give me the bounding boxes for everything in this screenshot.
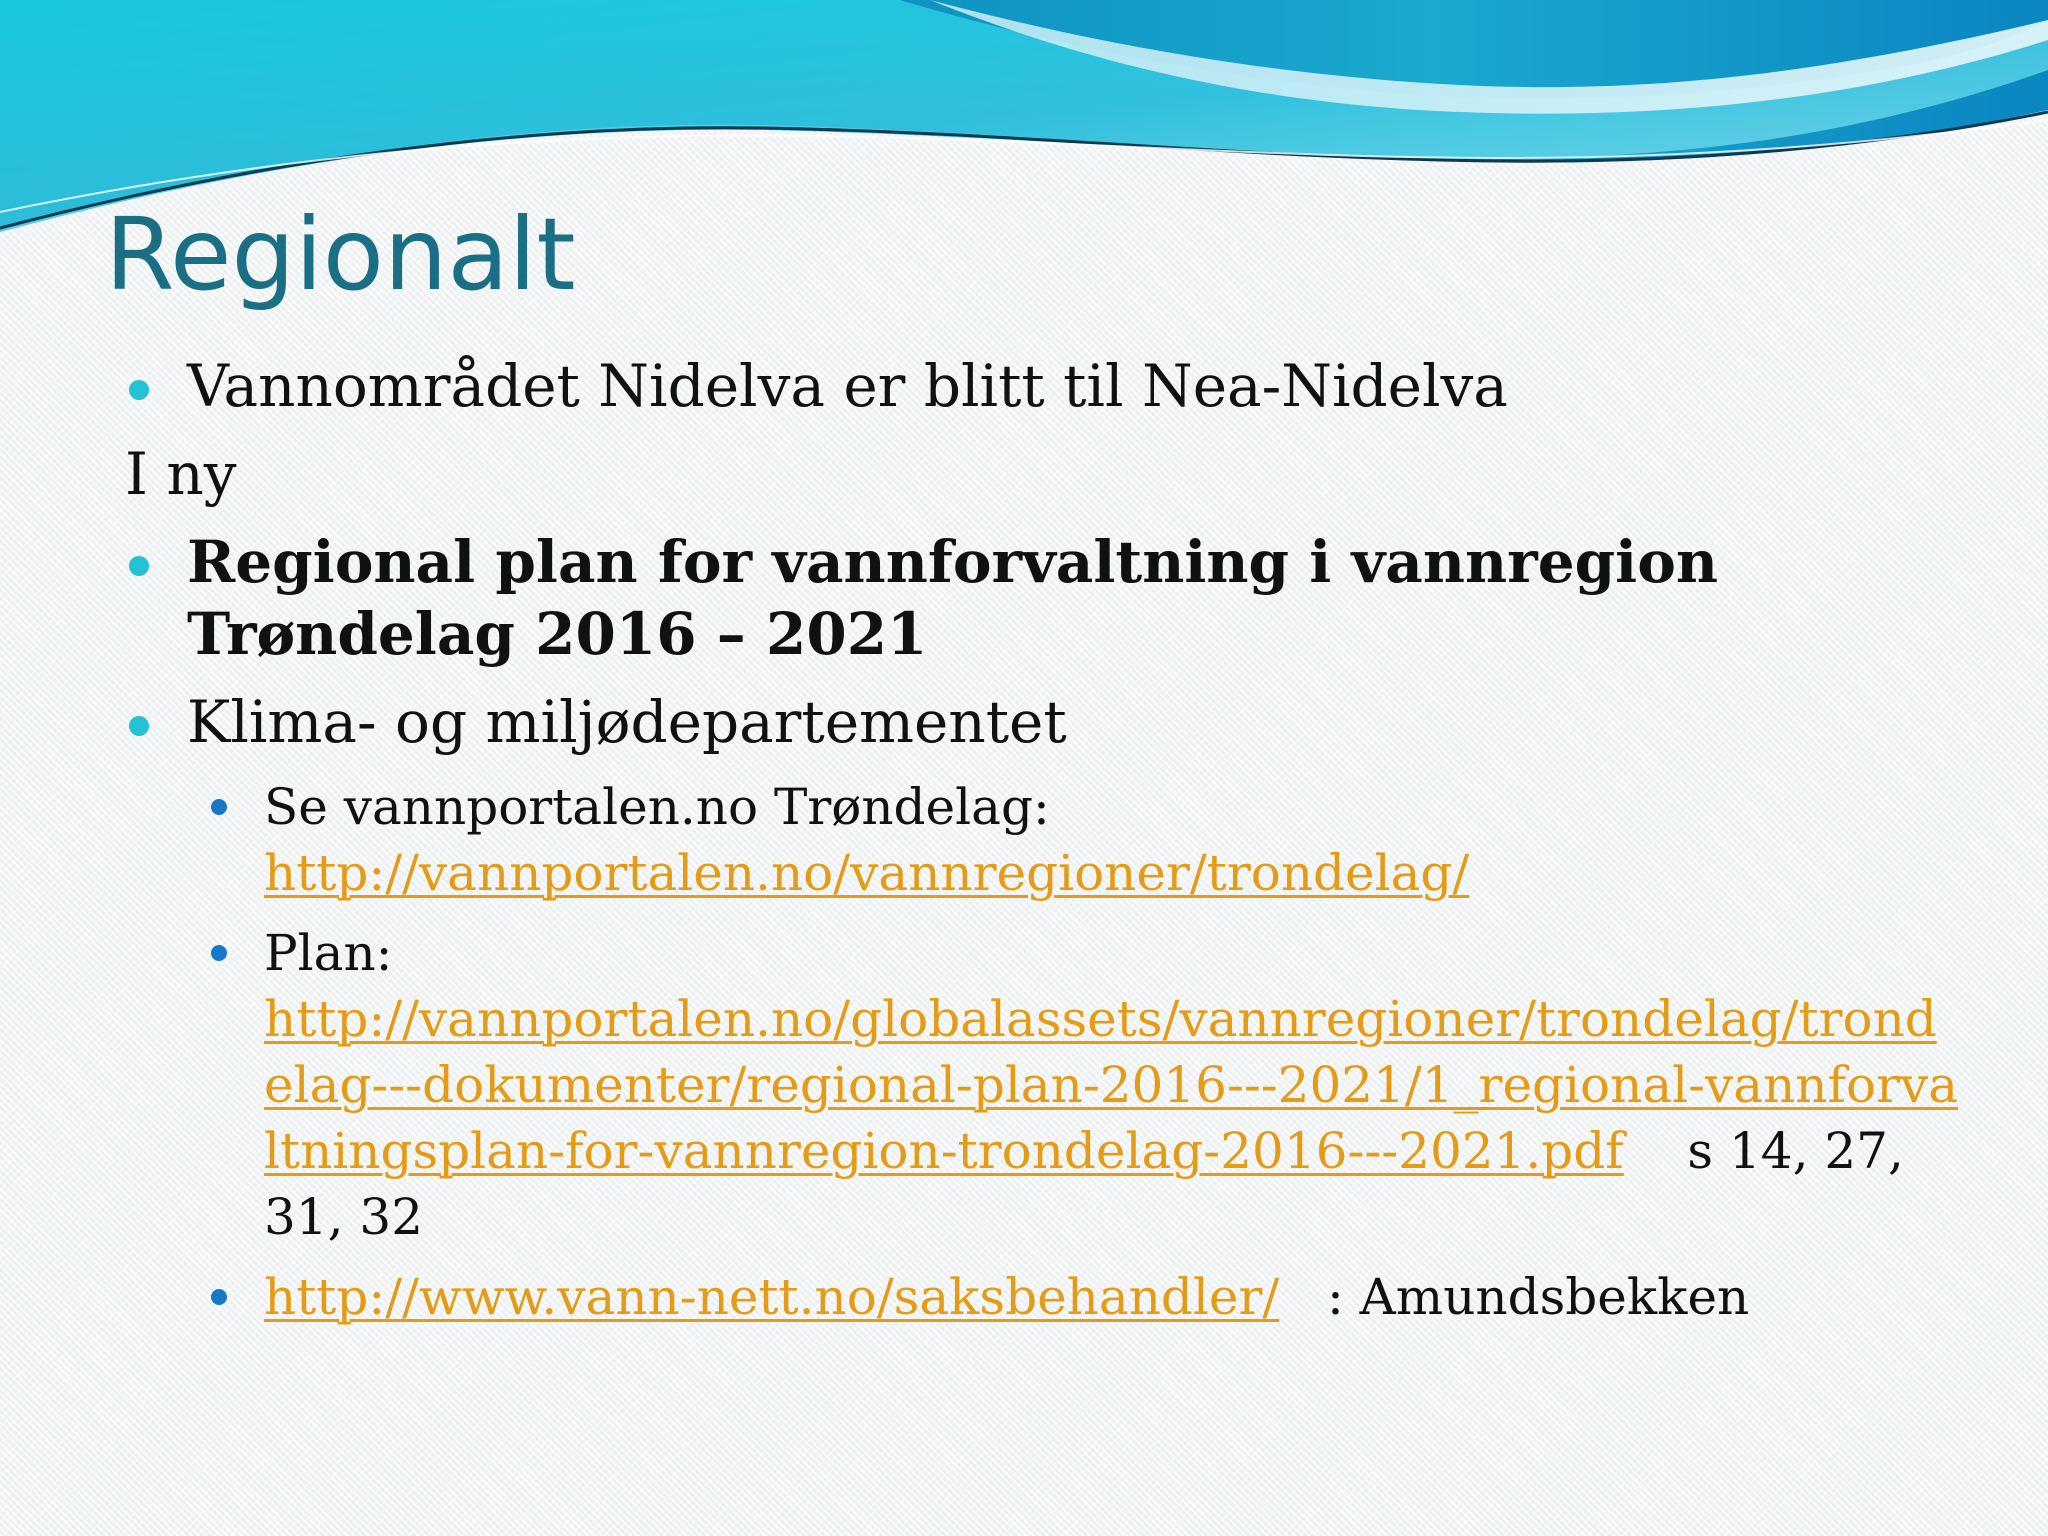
bullet-text: Klima- og miljødepartementet <box>187 688 1067 756</box>
bullet-item-klima <box>125 686 1965 758</box>
subbullet-item-vannportalen <box>207 774 1965 906</box>
bullet-dot-icon <box>129 556 149 576</box>
subbullet-dot-icon <box>211 1289 227 1305</box>
amundsbekken-note-text: : Amundsbekken <box>1326 1268 1750 1326</box>
plain-line-i-ny: I ny <box>125 440 237 508</box>
bullet-item-regional-plan <box>125 526 1965 670</box>
subbullet-prefix: Se vannportalen.no Trøndelag: <box>264 778 1050 836</box>
slide-title: Regionalt <box>105 196 576 313</box>
bullet-text: Regional plan for vannforvaltning i vannregion Trøndelag 2016 – 2021 <box>187 528 1719 668</box>
subbullet-item-vann-nett <box>207 1264 1965 1330</box>
vannportalen-trondelag-link[interactable]: http://vannportalen.no/vannregioner/trondelag/ <box>264 844 1470 902</box>
subbullet-dot-icon <box>211 799 227 815</box>
bullet-dot-icon <box>129 716 149 736</box>
bullet-item-vannomradet <box>125 350 1965 422</box>
slide-content <box>125 350 1965 1344</box>
regional-plan-pdf-link[interactable]: http://vannportalen.no/globalassets/vannregioner/trondelag/trondelag---dokumenter/regional-plan-2016---2021/1_regional-vannforvaltningsplan-for-vannregion-trondelag-2016---2021.pdf <box>264 990 1959 1180</box>
vann-nett-saksbehandler-link[interactable]: http://www.vann-nett.no/saksbehandler/ <box>264 1268 1280 1326</box>
bullet-dot-icon <box>129 380 149 400</box>
subbullet-prefix: Plan: <box>264 924 393 982</box>
page-references-text: s 14, 27, 31, 32 <box>264 1122 1904 1246</box>
subbullet-dot-icon <box>211 945 227 961</box>
subbullet-item-plan <box>207 920 1965 1250</box>
amundsbekken-note <box>1295 1268 1749 1326</box>
bullet-text: Vannområdet Nidelva er blitt til Nea-Nidelva <box>187 352 1508 420</box>
